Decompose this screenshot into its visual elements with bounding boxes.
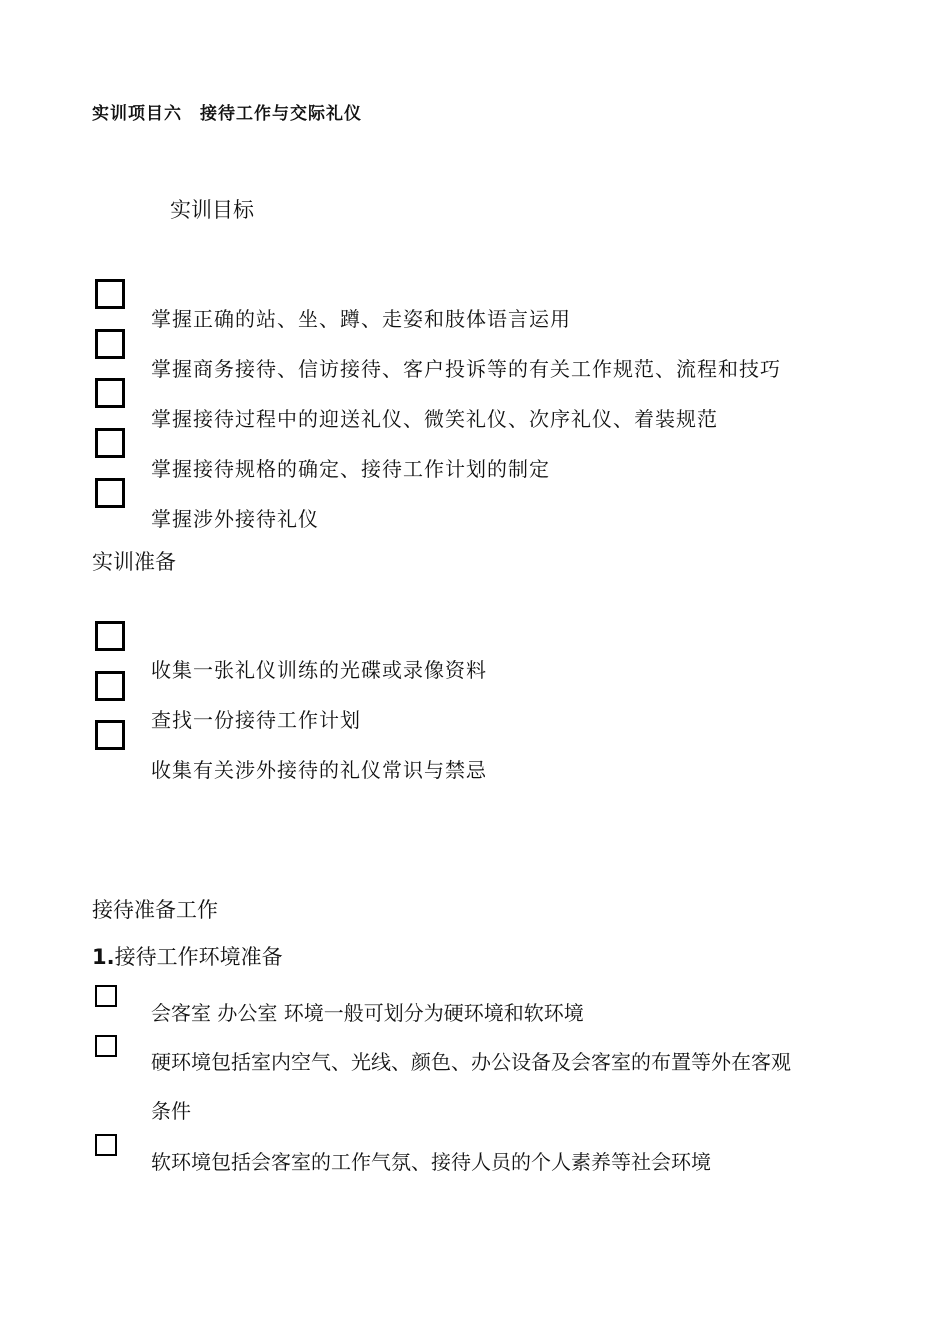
section-heading-goals: 实训目标: [170, 198, 254, 222]
list-item: 会客室 办公室 环境一般可划分为硬环境和软环境: [151, 1001, 584, 1025]
list-item: 软环境包括会客室的工作气氛、接待人员的个人素养等社会环境: [151, 1150, 711, 1174]
list-item: 查找一份接待工作计划: [151, 708, 361, 732]
list-item: 掌握接待规格的确定、接待工作计划的制定: [151, 457, 550, 481]
document-title: 实训项目六 接待工作与交际礼仪: [92, 104, 362, 124]
checkbox-icon: [95, 621, 125, 651]
list-item: 掌握接待过程中的迎送礼仪、微笑礼仪、次序礼仪、着装规范: [151, 407, 718, 431]
checkbox-icon: [95, 985, 117, 1007]
checkbox-icon: [95, 329, 125, 359]
checkbox-icon: [95, 478, 125, 508]
list-item: 掌握商务接待、信访接待、客户投诉等的有关工作规范、流程和技巧: [151, 357, 781, 381]
list-item: 硬环境包括室内空气、光线、颜色、办公设备及会客室的布置等外在客观: [151, 1050, 791, 1074]
subheading: [92, 941, 283, 971]
section-heading-reception: 接待准备工作: [92, 898, 218, 922]
subheading-number: 1.: [92, 945, 115, 969]
checkbox-icon: [95, 279, 125, 309]
checkbox-icon: [95, 378, 125, 408]
checkbox-icon: [95, 671, 125, 701]
checkbox-icon: [95, 1035, 117, 1057]
checkbox-icon: [95, 1134, 117, 1156]
list-item: 掌握涉外接待礼仪: [151, 507, 319, 531]
list-item: 收集有关涉外接待的礼仪常识与禁忌: [151, 758, 487, 782]
list-item: 掌握正确的站、坐、蹲、走姿和肢体语言运用: [151, 307, 571, 331]
subheading-text: 接待工作环境准备: [114, 945, 283, 969]
section-heading-prep: 实训准备: [92, 550, 176, 574]
checkbox-icon: [95, 720, 125, 750]
checkbox-icon: [95, 428, 125, 458]
list-item: 收集一张礼仪训练的光碟或录像资料: [151, 658, 487, 682]
list-item-continuation: 条件: [151, 1099, 191, 1123]
